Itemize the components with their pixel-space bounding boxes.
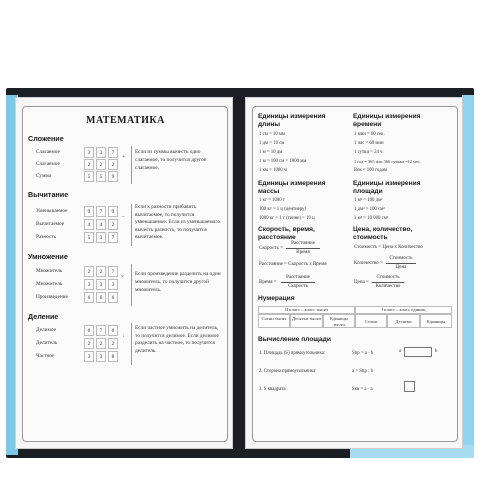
area-formula: a = Sпр : b bbox=[352, 369, 373, 374]
formula-denominator: Цена bbox=[395, 265, 407, 270]
digit-cell: 3 bbox=[108, 279, 118, 290]
digit-cell: 6 bbox=[96, 292, 106, 303]
operation-sign: × bbox=[121, 274, 124, 280]
formula-left: Цена = bbox=[354, 280, 369, 285]
digit-cell: 7 bbox=[108, 147, 118, 158]
digit-cell: 2 bbox=[108, 159, 118, 170]
rank-cell: Сотни bbox=[355, 314, 387, 328]
unit-line: 1 кг = 1000 г bbox=[259, 198, 285, 203]
area-calc-heading: Вычисление площади bbox=[258, 336, 331, 343]
digit-cell: 7 bbox=[108, 266, 118, 277]
rule-note: Если произведение разделить на один множитель, то получится другой множитель. bbox=[135, 271, 221, 293]
digit-cell: 6 bbox=[108, 292, 118, 303]
rectangle-diagram bbox=[404, 347, 432, 357]
formula-left: Скорость = bbox=[259, 246, 283, 251]
digit-cell: 2 bbox=[84, 159, 94, 170]
digit-cell: 7 bbox=[96, 206, 106, 217]
term-label: Вычитаемое bbox=[36, 221, 65, 227]
unit-line: 1 м = 100 см = 1000 мм bbox=[259, 159, 307, 164]
divider bbox=[131, 264, 132, 306]
digit-cell: 2 bbox=[96, 266, 106, 277]
digit-cell: 3 bbox=[84, 279, 94, 290]
right-page bbox=[245, 97, 463, 449]
unit-line: 1 м = 10 дм bbox=[259, 150, 283, 155]
operation-sign: – bbox=[122, 214, 125, 220]
term-label: Разность bbox=[36, 234, 57, 240]
rank-cell: Десятки тысяч bbox=[290, 314, 323, 328]
digit-cell: 6 bbox=[108, 325, 118, 336]
digit-cell: 7 bbox=[108, 232, 118, 243]
rule-note: Если к разности прибавить вычитаемое, то получится уменьшаемое. Если из уменьшаемого вычесть разность, то получится вычитаемое. bbox=[135, 204, 221, 241]
digit-cell: 4 bbox=[96, 219, 106, 230]
digit-cell: 2 bbox=[96, 338, 106, 349]
numbering-heading: Нумерация bbox=[258, 295, 295, 302]
formula-denominator: Количество bbox=[375, 284, 401, 289]
fraction-bar bbox=[286, 248, 320, 249]
term-label: Слагаемое bbox=[36, 161, 60, 167]
digit-cell: 9 bbox=[84, 206, 94, 217]
unit-line: 1 км = 1000 м bbox=[259, 168, 287, 173]
rank-cell: Десятки bbox=[387, 314, 420, 328]
digit-cell: 5 bbox=[96, 171, 106, 182]
digit-cell: 6 bbox=[84, 292, 94, 303]
unit-line: 1 час = 60 мин bbox=[354, 141, 384, 146]
digit-cell: 2 bbox=[108, 338, 118, 349]
unit-line: 100 кг = 1 ц (центнеру) bbox=[259, 207, 307, 212]
digit-cell: 8 bbox=[108, 351, 118, 362]
time-heading: Единицы измерения времени bbox=[353, 113, 421, 128]
unit-line: 1000 кг = 1 т (тонне) = 10 ц bbox=[259, 216, 315, 221]
fraction-bar bbox=[281, 282, 315, 283]
term-label: Множитель bbox=[36, 268, 63, 274]
digit-cell: 3 bbox=[84, 351, 94, 362]
formula: Расстояние = Скорость х Время bbox=[259, 262, 327, 267]
term-label: Множитель bbox=[36, 281, 63, 287]
formula-left: Время = bbox=[259, 280, 277, 285]
digit-cell: 2 bbox=[108, 219, 118, 230]
unit-line: 1 мин = 60 сек. bbox=[354, 132, 385, 137]
rule-note: Если из суммы вычесть одно слагаемое, то получится другое слагаемое. bbox=[135, 149, 207, 171]
class-units-header: I класс – класс единиц bbox=[355, 306, 452, 314]
term-label: Делитель bbox=[36, 340, 58, 346]
digit-cell: 2 bbox=[96, 159, 106, 170]
area-units-heading: Единицы измерения площади bbox=[353, 180, 421, 195]
area-formula: Sкв = a · a bbox=[352, 387, 373, 392]
area-item: 3. S квадрата: bbox=[259, 387, 287, 392]
operation-sign: + bbox=[122, 154, 125, 160]
length-heading: Единицы измерения длины bbox=[258, 113, 326, 128]
term-label: Сумма bbox=[36, 173, 51, 179]
digit-cell: 4 bbox=[84, 219, 94, 230]
unit-line: Век = 100 годам bbox=[354, 168, 387, 173]
left-page bbox=[15, 97, 233, 449]
subtraction-heading: Вычитание bbox=[28, 190, 69, 199]
digit-cell: 6 bbox=[84, 325, 94, 336]
term-label: Частное bbox=[36, 353, 55, 359]
square-diagram bbox=[404, 381, 415, 392]
digit-cell: 3 bbox=[96, 279, 106, 290]
rank-cell: Сотни тысяч bbox=[258, 314, 290, 328]
digit-cell: 9 bbox=[108, 171, 118, 182]
term-label: Произведение bbox=[36, 294, 68, 300]
digit-cell: 3 bbox=[96, 232, 106, 243]
formula-denominator: Скорость bbox=[288, 284, 308, 289]
addition-heading: Сложение bbox=[28, 134, 64, 143]
area-formula: Sпр = a · b bbox=[352, 351, 374, 356]
formula-numerator: Стоимость bbox=[389, 256, 413, 261]
formula-numerator: Расстояние bbox=[291, 241, 315, 246]
multiplication-heading: Умножение bbox=[28, 252, 68, 261]
unit-line: 1 см = 10 мм bbox=[259, 132, 285, 137]
area-item: 1. Площадь (S) прямоугольника: bbox=[259, 351, 326, 356]
rank-cell: Единицы тысяч bbox=[323, 314, 355, 328]
digit-cell: 2 bbox=[84, 338, 94, 349]
digit-cell: 3 bbox=[96, 351, 106, 362]
operation-sign: : bbox=[123, 333, 125, 339]
price-heading: Цена, количество, стоимость bbox=[353, 226, 413, 241]
digit-cell: 3 bbox=[96, 147, 106, 158]
divider bbox=[131, 146, 132, 184]
mass-heading: Единицы измерения массы bbox=[258, 180, 326, 195]
term-label: Уменьшаемое bbox=[36, 208, 68, 214]
unit-line: 1 год = 365 или 366 суткам =12 мес. bbox=[354, 159, 422, 164]
unit-line: 1 сутки = 24 ч bbox=[354, 150, 383, 155]
digit-cell: 9 bbox=[108, 206, 118, 217]
formula-numerator: Стоимость bbox=[376, 275, 400, 280]
unit-line: 1 м² = 100 дм² bbox=[354, 198, 383, 203]
fraction-bar bbox=[372, 282, 404, 283]
digit-cell: 2 bbox=[84, 266, 94, 277]
rule-note: Если частное умножить на делитель, то получится делимое. Если делимое разделить на частное, то получится делитель. bbox=[135, 325, 219, 354]
rank-cell: Единицы bbox=[420, 314, 452, 328]
unit-line: 1 дм = 10 см bbox=[259, 141, 285, 146]
page-title: МАТЕМАТИКА bbox=[86, 115, 165, 126]
division-heading: Деление bbox=[28, 312, 59, 321]
area-item: 2. Сторона прямоугольника: bbox=[259, 369, 317, 374]
class-thousands-header: II класс – класс тысяч bbox=[258, 306, 355, 314]
term-label: Делимое bbox=[36, 327, 56, 333]
fraction-bar bbox=[386, 263, 416, 264]
term-label: Слагаемое bbox=[36, 149, 60, 155]
unit-line: 1 м² = 10 000 см² bbox=[354, 216, 389, 221]
formula-left: Количество = bbox=[354, 261, 383, 266]
cover-art-right bbox=[462, 95, 474, 455]
divider bbox=[131, 204, 132, 246]
unit-line: 1 дм² = 100 см² bbox=[354, 207, 385, 212]
digit-cell: 3 bbox=[84, 147, 94, 158]
speed-heading: Скорость, время, расстояние bbox=[258, 226, 315, 241]
formula: Стоимость = Цена х Количество bbox=[354, 245, 423, 250]
formula-denominator: Время bbox=[296, 250, 310, 255]
digit-cell: 5 bbox=[84, 171, 94, 182]
formula-numerator: Расстояние bbox=[286, 275, 310, 280]
digit-cell: 5 bbox=[84, 232, 94, 243]
divider bbox=[131, 323, 132, 365]
digit-cell: 7 bbox=[96, 325, 106, 336]
side-label: a bbox=[399, 349, 402, 354]
side-label: b bbox=[435, 349, 438, 354]
